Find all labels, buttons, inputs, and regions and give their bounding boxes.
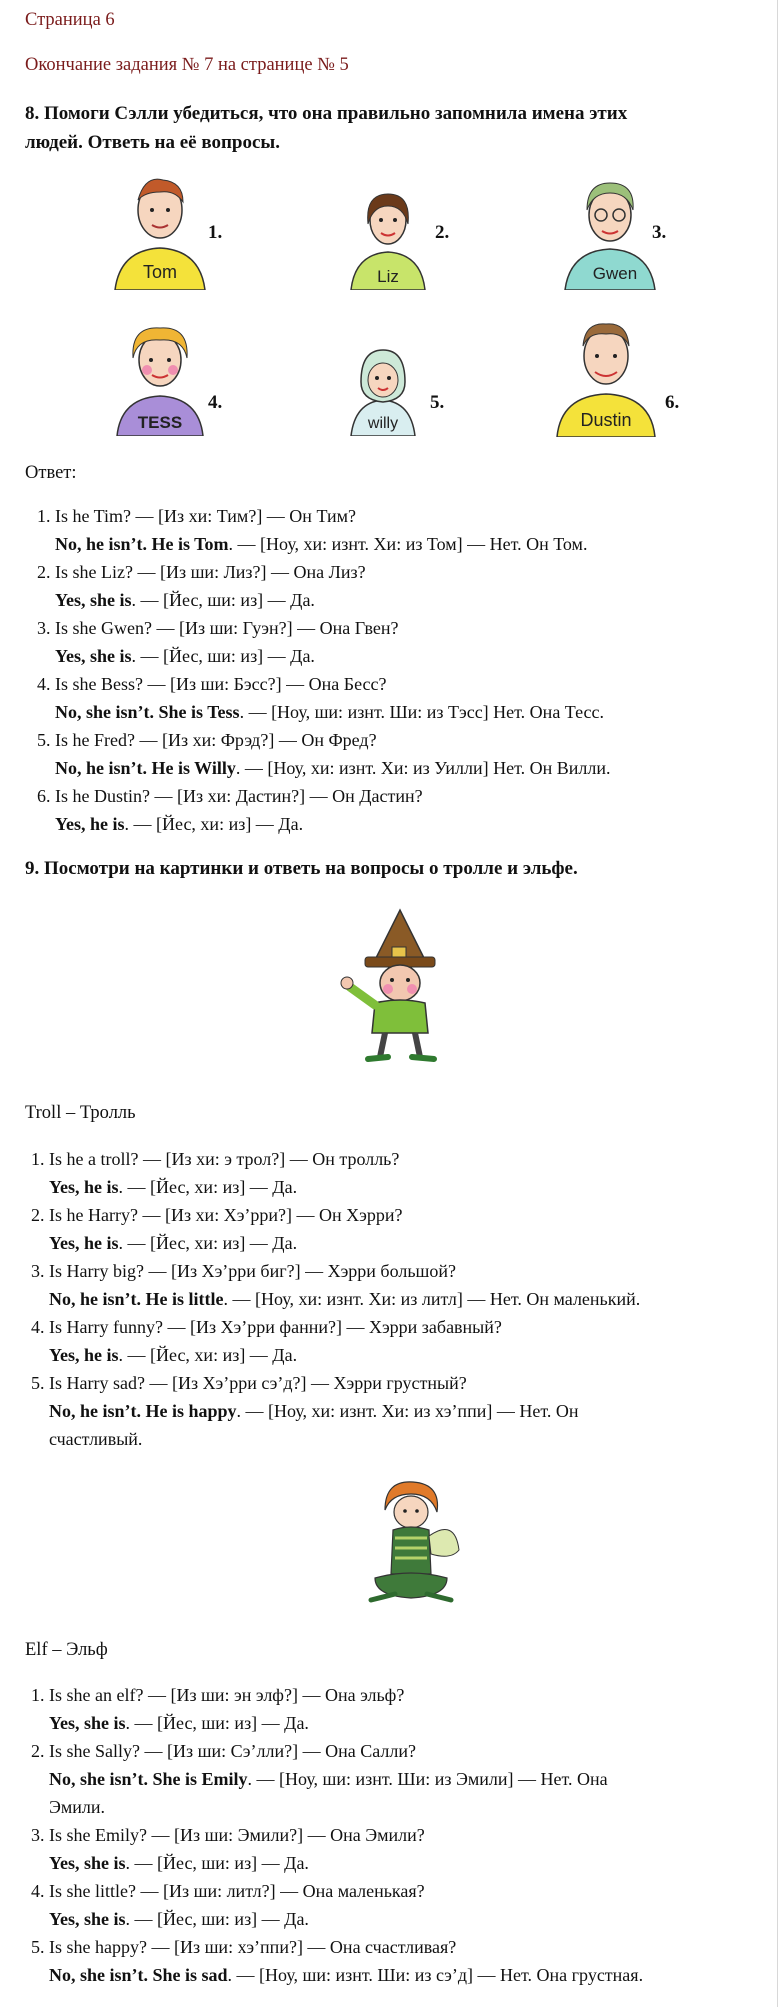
answer-text: No, he isn’t. He is Tom. — [Ноу, хи: изнт. Хи: из Том] — Нет. Он Том. <box>55 534 588 554</box>
list-item <box>49 1369 640 1453</box>
question-text: Is she Sally? — [Из ши: Сэ’лли?] — Она Салли? <box>49 1741 416 1761</box>
answer-label: Ответ: <box>25 463 77 483</box>
person-tag: TESS <box>137 413 183 432</box>
list-item <box>55 670 611 726</box>
elf-illustration <box>355 1478 465 1613</box>
question-text: Is she Emily? — [Из ши: Эмили?] — Она Эмили? <box>49 1825 425 1845</box>
task8-answer-list <box>25 502 611 838</box>
elf-answer-list <box>25 1681 643 1989</box>
question-text: Is she happy? — [Из ши: хэ’ппи?] — Она счастливая? <box>49 1937 457 1957</box>
answer-text: No, she isn’t. She is Tess. — [Ноу, ши: изнт. Ши: из Тэсс] Нет. Она Тесс. <box>55 702 605 722</box>
person-liz-illustration <box>343 182 433 295</box>
person-tag: Tom <box>142 262 178 282</box>
list-item <box>49 1877 643 1933</box>
person-gwen-illustration <box>555 175 665 295</box>
person-tom-illustration <box>105 170 215 295</box>
answer-text: Yes, she is. — [Йес, ши: из] — Да. <box>49 1713 309 1733</box>
answer-text: No, he isn’t. He is Willy. — [Ноу, хи: изнт. Хи: из Уилли] Нет. Он Вилли. <box>55 758 611 778</box>
person-tess-illustration <box>105 318 215 441</box>
troll-answer-list <box>25 1145 640 1453</box>
question-text: Is Harry funny? — [Из Хэ’рри фанни?] — Хэрри забавный? <box>49 1317 502 1337</box>
person-number: 4. <box>208 392 223 413</box>
person-dustin-illustration <box>547 312 665 442</box>
person-tag: willy <box>367 415 399 432</box>
answer-text: Yes, he is. — [Йес, хи: из] — Да. <box>55 814 304 834</box>
answer-text: Yes, he is. — [Йес, хи: из] — Да. <box>49 1345 298 1365</box>
list-item <box>55 614 611 670</box>
task8-heading-line1: 8. Помоги Сэлли убедиться, что она правильно запомнила имена этих <box>25 103 628 124</box>
list-item <box>49 1257 640 1313</box>
list-item <box>55 502 611 558</box>
question-text: Is she Bess? — [Из ши: Бэсс?] — Она Бесс? <box>55 674 387 694</box>
question-text: Is she Liz? — [Из ши: Лиз?] — Она Лиз? <box>55 562 366 582</box>
troll-illustration <box>330 905 470 1070</box>
person-number: 6. <box>665 392 680 413</box>
question-text: Is he Harry? — [Из хи: Хэ’рри?] — Он Хэрри? <box>49 1205 403 1225</box>
troll-label: Troll – Тролль <box>25 1103 136 1123</box>
answer-text: No, she isn’t. She is Emily. — [Ноу, ши: изнт. Ши: из Эмили] — Нет. Она <box>49 1769 608 1789</box>
answer-text: Yes, she is. — [Йес, ши: из] — Да. <box>49 1853 309 1873</box>
answer-text-continued: Эмили. <box>49 1797 106 1817</box>
person-number: 5. <box>430 392 445 413</box>
question-text: Is he Fred? — [Из хи: Фрэд?] — Он Фред? <box>55 730 377 750</box>
list-item <box>49 1313 640 1369</box>
answer-text-continued: счастливый. <box>49 1429 143 1449</box>
list-item <box>49 1201 640 1257</box>
answer-text: Yes, she is. — [Йес, ши: из] — Да. <box>55 646 315 666</box>
list-item <box>49 1737 643 1821</box>
question-text: Is she little? — [Из ши: литл?] — Она маленькая? <box>49 1881 425 1901</box>
list-item <box>55 782 611 838</box>
list-item <box>49 1821 643 1877</box>
answer-text: No, he isn’t. He is happy. — [Ноу, хи: изнт. Хи: из хэ’ппи] — Нет. Он <box>49 1401 579 1421</box>
question-text: Is he Tim? — [Из хи: Тим?] — Он Тим? <box>55 506 356 526</box>
question-text: Is Harry big? — [Из Хэ’рри биг?] — Хэрри большой? <box>49 1261 457 1281</box>
page-label: Страница 6 <box>25 10 115 30</box>
person-tag: Liz <box>377 267 399 286</box>
list-item <box>49 1681 643 1737</box>
person-number: 2. <box>435 222 450 243</box>
question-text: Is she Gwen? — [Из ши: Гуэн?] — Она Гвен? <box>55 618 399 638</box>
elf-label: Elf – Эльф <box>25 1640 108 1660</box>
list-item <box>49 1145 640 1201</box>
list-item <box>55 558 611 614</box>
person-tag: Gwen <box>592 264 638 283</box>
people-illustrations <box>25 170 782 440</box>
task8-heading-line2: людей. Ответь на её вопросы. <box>25 132 280 153</box>
list-item <box>55 726 611 782</box>
answer-text: No, she isn’t. She is sad. — [Ноу, ши: изнт. Ши: из сэ’д] — Нет. Она грустная. <box>49 1965 644 1985</box>
answer-text: Yes, she is. — [Йес, ши: из] — Да. <box>49 1909 309 1929</box>
task9-heading: 9. Посмотри на картинки и ответь на вопросы о тролле и эльфе. <box>25 858 578 879</box>
question-text: Is he Dustin? — [Из хи: Дастин?] — Он Дастин? <box>55 786 423 806</box>
person-number: 3. <box>652 222 667 243</box>
list-item <box>49 1933 643 1989</box>
person-tag: Dustin <box>580 410 632 430</box>
person-number: 1. <box>208 222 223 243</box>
question-text: Is Harry sad? — [Из Хэ’рри сэ’д?] — Хэрри грустный? <box>49 1373 467 1393</box>
question-text: Is she an elf? — [Из ши: эн элф?] — Она эльф? <box>49 1685 405 1705</box>
answer-text: Yes, he is. — [Йес, хи: из] — Да. <box>49 1177 298 1197</box>
ending-note: Окончание задания № 7 на странице № 5 <box>25 55 349 75</box>
answer-text: Yes, he is. — [Йес, хи: из] — Да. <box>49 1233 298 1253</box>
person-willy-illustration <box>343 342 423 441</box>
answer-text: Yes, she is. — [Йес, ши: из] — Да. <box>55 590 315 610</box>
answer-text: No, he isn’t. He is little. — [Ноу, хи: изнт. Хи: из литл] — Нет. Он маленький. <box>49 1289 641 1309</box>
question-text: Is he a troll? — [Из хи: э трол?] — Он тролль? <box>49 1149 400 1169</box>
